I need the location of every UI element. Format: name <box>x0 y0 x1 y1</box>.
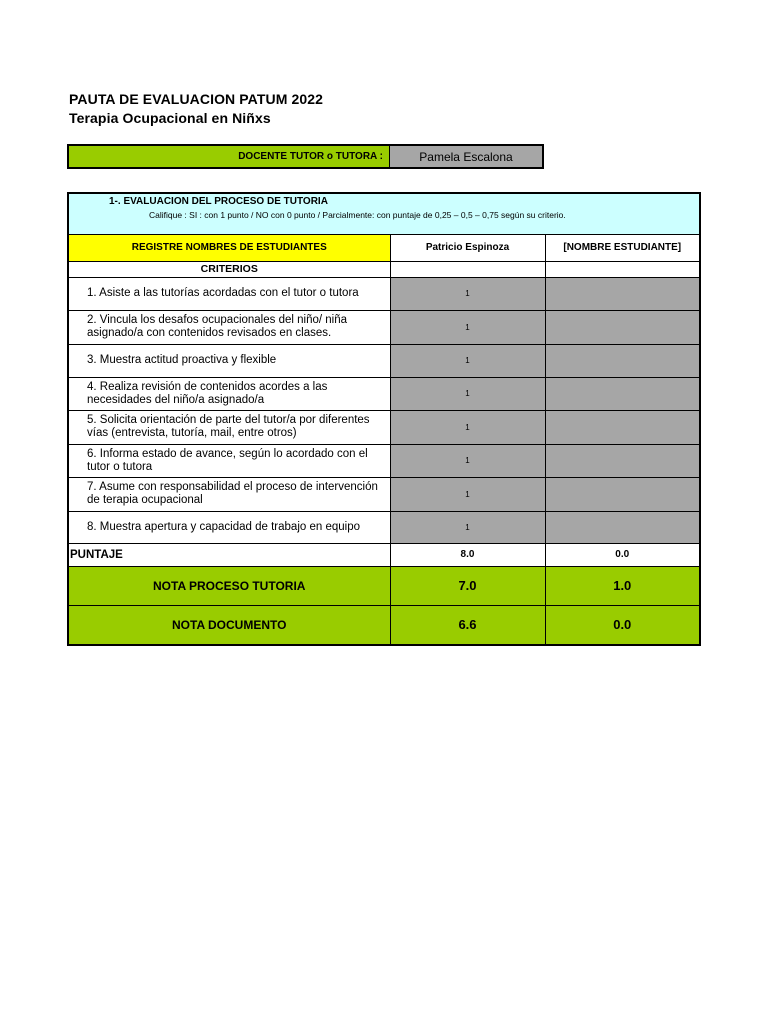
criterion-label: 5. Solicita orientación de parte del tutor/a por diferentes vías (entrevista, tutoría, mail, entre otros) <box>68 410 390 444</box>
score-cell[interactable]: 1 <box>390 410 545 444</box>
nota-documento-label: NOTA DOCUMENTO <box>68 605 390 645</box>
criterion-label: 3. Muestra actitud proactiva y flexible <box>68 344 390 377</box>
criterion-label: 1. Asiste a las tutorías acordadas con el tutor o tutora <box>68 277 390 310</box>
blank-cell <box>390 261 545 277</box>
puntaje-label: PUNTAJE <box>68 543 390 566</box>
student-name-cell[interactable]: [NOMBRE ESTUDIANTE] <box>545 234 700 261</box>
score-cell[interactable] <box>545 310 700 344</box>
score-cell[interactable]: 1 <box>390 511 545 543</box>
section-instructions: Califique : SI : con 1 punto / NO con 0 punto / Parcialmente: con puntaje de 0,25 – 0,5 – 0,75 según su criterio. <box>149 210 566 220</box>
nota-documento-value: 6.6 <box>390 605 545 645</box>
score-cell[interactable]: 1 <box>390 477 545 511</box>
puntaje-value: 8.0 <box>390 543 545 566</box>
score-cell[interactable] <box>545 477 700 511</box>
score-cell[interactable]: 1 <box>390 310 545 344</box>
tutor-label: DOCENTE TUTOR o TUTORA : <box>69 146 390 167</box>
criteria-header: CRITERIOS <box>68 261 390 277</box>
students-header: REGISTRE NOMBRES DE ESTUDIANTES <box>68 234 390 261</box>
nota-proceso-value: 1.0 <box>545 566 700 605</box>
criterion-label: 7. Asume con responsabilidad el proceso de intervención de terapia ocupacional <box>68 477 390 511</box>
section-heading: 1-. EVALUACION DEL PROCESO DE TUTORIA <box>109 196 328 207</box>
score-cell[interactable]: 1 <box>390 344 545 377</box>
puntaje-value: 0.0 <box>545 543 700 566</box>
criterion-label: 8. Muestra apertura y capacidad de trabajo en equipo <box>68 511 390 543</box>
score-cell[interactable] <box>545 410 700 444</box>
score-cell[interactable] <box>545 377 700 410</box>
criterion-label: 6. Informa estado de avance, según lo acordado con el tutor o tutora <box>68 444 390 477</box>
score-cell[interactable] <box>545 444 700 477</box>
score-cell[interactable] <box>545 277 700 310</box>
score-cell[interactable]: 1 <box>390 444 545 477</box>
blank-cell <box>545 261 700 277</box>
document-title: PAUTA DE EVALUACION PATUM 2022 <box>69 91 323 107</box>
section-header <box>68 193 700 234</box>
student-name-cell[interactable]: Patricio Espinoza <box>390 234 545 261</box>
nota-proceso-label: NOTA PROCESO TUTORIA <box>68 566 390 605</box>
evaluation-table <box>67 192 701 646</box>
score-cell[interactable] <box>545 344 700 377</box>
score-cell[interactable] <box>545 511 700 543</box>
tutor-row <box>67 144 544 169</box>
criterion-label: 4. Realiza revisión de contenidos acordes a las necesidades del niño/a asignado/a <box>68 377 390 410</box>
tutor-name-cell[interactable]: Pamela Escalona <box>390 146 542 167</box>
criterion-label: 2. Vincula los desafos ocupacionales del niño/ niña asignado/a con contenidos revisados en clases. <box>68 310 390 344</box>
document-subtitle: Terapia Ocupacional en Niñxs <box>69 110 271 126</box>
score-cell[interactable]: 1 <box>390 377 545 410</box>
score-cell[interactable]: 1 <box>390 277 545 310</box>
nota-proceso-value: 7.0 <box>390 566 545 605</box>
nota-documento-value: 0.0 <box>545 605 700 645</box>
